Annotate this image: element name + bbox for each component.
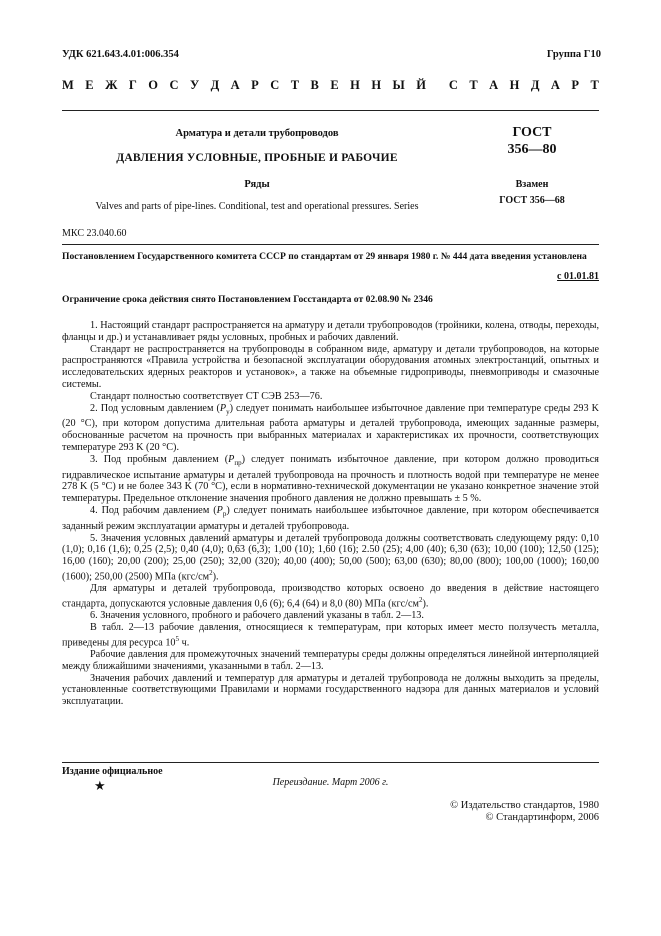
banner-letter: Р <box>571 78 580 92</box>
banner-letter: Й <box>416 78 426 92</box>
banner-letter: Г <box>128 78 137 92</box>
banner-letter: М <box>62 78 74 92</box>
banner-letter: А <box>230 78 240 92</box>
copyright-2: © Стандартинформ, 2006 <box>485 812 599 823</box>
banner-letter: С <box>169 78 179 92</box>
gost-number <box>465 124 599 158</box>
banner-letter: Д <box>210 78 220 92</box>
banner-letter: Д <box>530 78 540 92</box>
paragraph-8: Для арматуры и деталей трубопровода, производство которых освоено до введения в действие настоящего стандарта, допускаются условные давления 0,6 (6); 6,4 (64) и 8,0 (80) МПа $(кгс/см^2)$. <box>62 583 599 610</box>
banner-letter: Р <box>251 78 259 92</box>
intro-date: с 01.01.81 <box>557 271 599 282</box>
replaces-value: ГОСТ 356—68 <box>499 195 565 206</box>
paragraph-5: 3. Под пробным давлением $(P_{пр})$ следует понимать избыточное давление, при котором должно проводиться гидравлическое испытание арматуры и деталей трубопровода на прочность и плотность водой при температуре не менее 278 K (5 °С) и не более 343 K (70 °С), если в нормативно-технической документации не указано конкретное значение этой температуры. Предельное отклонение значения пробного давления не должно превышать ± 5 %. <box>62 453 599 505</box>
reprint-note: Переиздание. Март 2006 г. <box>272 777 389 788</box>
banner-letter: Н <box>350 78 360 92</box>
paragraph-9: 6. Значения условного, пробного и рабочего давлений указаны в табл. 2—13. <box>90 610 424 622</box>
paragraph-11: Рабочие давления для промежуточных значений температуры среды должны определяться линейной интерполяцией между ближайшими значениями, указанными в табл. 2—13. <box>62 648 599 672</box>
title-subtitle: Ряды <box>244 179 270 190</box>
interstate-standard-banner <box>62 78 599 93</box>
document-title: ДАВЛЕНИЯ УСЛОВНЫЕ, ПРОБНЫЕ И РАБОЧИЕ <box>116 152 398 164</box>
banner-letter: Е <box>85 78 94 92</box>
banner-letter: Н <box>371 78 382 92</box>
title-line-1: Арматура и детали трубопроводов <box>175 128 339 139</box>
copyright-block <box>450 800 599 824</box>
paragraph-3: Стандарт полностью соответствует СТ СЭВ 253—76. <box>90 390 323 402</box>
limitation-text: Ограничение срока действия снято Постановлением Госстандарта от 02.08.90 № 2346 <box>62 294 433 305</box>
paragraph-7: 5. Значения условных давлений арматуры и деталей трубопровода должны соответствовать следующему ряду: 0,10 (1,0); 0,16 (1,6); 0,25 (2,5); 0,40 (4,0); 0,63 (6,3); 1,00 (10); 1,60 (16); 2.50 (25); 4,00 (40); 6,30 (63); 10,00 (100); 12,50 (125); 16,00 (160); 20,00 (200); 25,00 (250); 32,00 (320); 40,00 (400); 50,00 (500); 63,00 (630); 80,00 (800); 100,00 (1000); 160,00 (1600); 250,00 (2500) МПа $(кгс/см^2)$. <box>62 532 599 583</box>
paragraph-4: 2. Под условным давлением $(P_у)$ следует понимать наибольшее избыточное давление при температуре среды 293 K (20 °С), при котором допустима длительная работа арматуры и деталей трубопровода, имеющих заданные размеры, обоснованные расчетом на прочность при выбранных материалах и характеристиках их прочности, соответствующих температуре 293 K (20 °С). <box>62 402 599 453</box>
top-divider <box>62 110 599 111</box>
footer-divider <box>62 762 599 763</box>
english-title: Valves and parts of pipe-lines. Conditional, test and operational pressures. Series <box>95 201 419 212</box>
paragraph-2: Стандарт не распространяется на трубопроводы в собранном виде, арматуру и детали трубопроводов, на которые распространяются «Правила устройства и безопасной эксплуатации оборудования атомных электростанций, опытных и исследовательских ядерных реакторов и установок», а также на объемные гидроприводы, пневмоприводы и смазочные системы. <box>62 343 599 390</box>
banner-letter: Е <box>330 78 339 92</box>
replaces-block <box>465 177 599 209</box>
banner-letter: Ж <box>105 78 118 92</box>
group-code: Группа Г10 <box>546 49 601 60</box>
banner-letter: А <box>489 78 499 92</box>
copyright-1: © Издательство стандартов, 1980 <box>450 800 599 811</box>
gost-label: ГОСТ <box>512 125 552 140</box>
banner-letter: Т <box>590 78 599 92</box>
document-body <box>62 320 599 708</box>
decree-text: Постановлением Государственного комитета СССР по стандартам от 29 января 1980 г. № 444 дата введения установлена <box>62 251 587 262</box>
paragraph-10: В табл. 2—13 рабочие давления, относящиеся к температурам, при которых имеет место ползучесть металла, приведены для ресурса $10^5$ ч. <box>62 622 599 649</box>
banner-letter: С <box>270 78 280 92</box>
banner-letter: Т <box>290 78 300 92</box>
paragraph-1: 1. Настоящий стандарт распространяется на арматуру и детали трубопроводов (тройники, колена, отводы, переходы, фланцы и др.) и устанавливает ряды условных, пробных и рабочих давлений. <box>62 320 599 343</box>
mks-code: МКС 23.040.60 <box>62 228 127 239</box>
banner-letter: А <box>550 78 560 92</box>
banner-letter: С <box>448 78 458 92</box>
paragraph-12: Значения рабочих давлений и температур для арматуры и деталей трубопровода не должны выходить за пределы, установленные соответствующими Правилами и нормами государственного надзора для данных материалов и условий эксплуатации. <box>62 672 599 708</box>
mks-divider <box>62 244 599 245</box>
udk-code: УДК 621.643.4.01:006.354 <box>62 49 179 60</box>
gost-code: 356—80 <box>507 142 557 157</box>
paragraph-6: 4. Под рабочим давлением $(P_р)$ следует понимать наибольшее избыточное давление, при котором обеспечивается заданный режим эксплуатации арматуры и деталей трубопровода. <box>62 505 599 532</box>
banner-letter: О <box>148 78 159 92</box>
banner-letter: Т <box>469 78 478 92</box>
banner-letter: Н <box>509 78 520 92</box>
banner-letter: В <box>310 78 319 92</box>
banner-letter: У <box>189 78 200 92</box>
star-icon: ★ <box>94 778 106 793</box>
banner-letter: Ы <box>392 78 405 92</box>
replaces-label: Взамен <box>515 179 549 190</box>
official-edition-label: Издание официальное <box>62 766 163 777</box>
